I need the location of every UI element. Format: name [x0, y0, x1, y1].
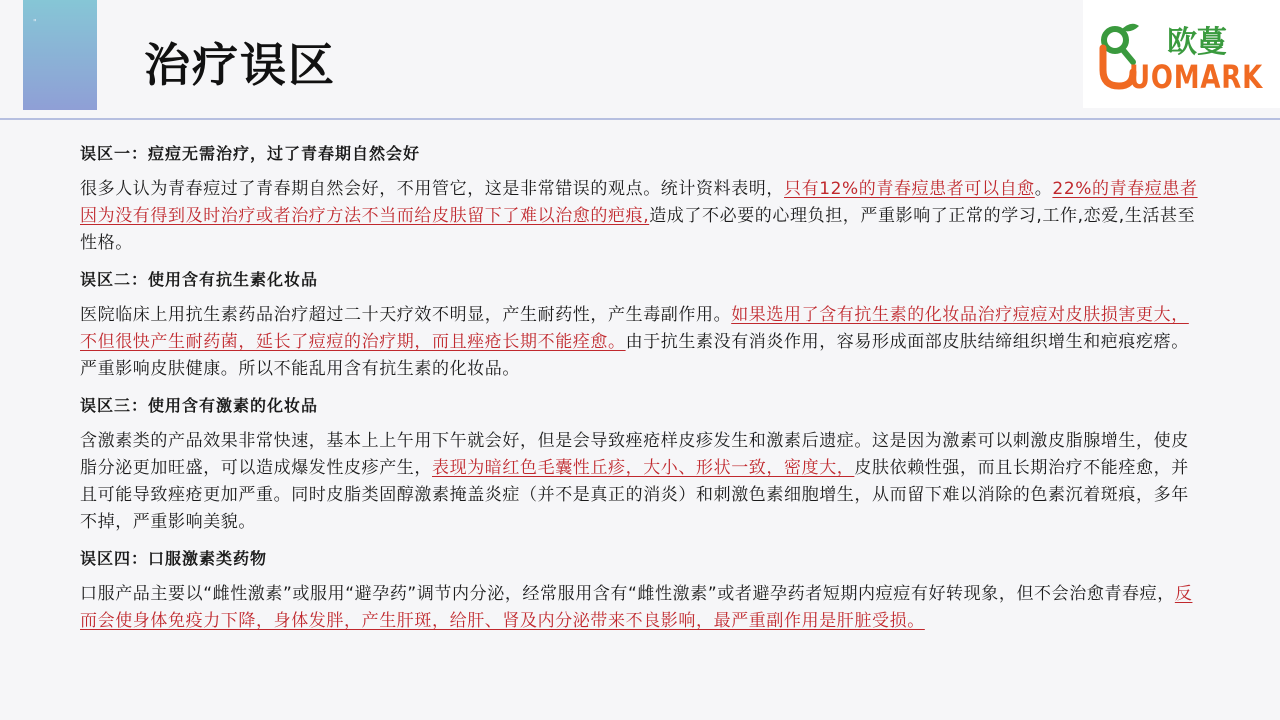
body-text: 。 — [1034, 179, 1053, 199]
section-body — [80, 176, 1200, 257]
section-3 — [80, 392, 1200, 536]
brand-logo — [1083, 0, 1280, 108]
body-text: 口服产品主要以“雌性激素”或服用“避孕药”调节内分泌，经常服用含有“雌性激素”或者避孕药者短期内痘痘有好转现象，但不会治愈青春痘， — [80, 584, 1175, 604]
body-text: 造成了不必要的心理负担，严重影响了正常的学习,工作,恋爱,生活甚至性格。 — [80, 206, 1196, 253]
highlighted-text: 反而会使身体免疫力下降，身体发胖，产生肝斑，给肝、肾及内分泌带来不良影响，最严重副作用是肝脏受损。 — [80, 584, 1193, 631]
page-title: 治疗误区 — [144, 38, 336, 92]
logo-icon — [1083, 0, 1280, 108]
body-text: 含激素类的产品效果非常快速，基本上上午用下午就会好，但是会导致痤疮样皮疹发生和激素后遗症。这是因为激素可以刺激皮脂腺增生，使皮脂分泌更加旺盛，可以造成爆发性皮疹产生， — [80, 431, 1189, 478]
section-heading: 误区二：使用含有抗生素化妆品 — [80, 270, 319, 289]
highlighted-text: 如果选用了含有抗生素的化妆品治疗痘痘对皮肤损害更大，不但很快产生耐药菌，延长了痘痘的治疗期，而且痤疮长期不能痊愈。 — [80, 305, 1189, 352]
section-4 — [80, 545, 1200, 635]
section-heading: 误区三：使用含有激素的化妆品 — [80, 396, 319, 415]
highlighted-text: 表现为暗红色毛囊性丘疹，大小、形状一致，密度大， — [432, 458, 855, 478]
body-text: 很多人认为青春痘过了青春期自然会好，不用管它，这是非常错误的观点。统计资料表明， — [80, 179, 784, 199]
section-body — [80, 428, 1200, 536]
main-content — [80, 140, 1200, 644]
logo-cn-text: 欧蔓 — [1167, 25, 1227, 60]
accent-block — [23, 0, 97, 110]
section-1 — [80, 140, 1200, 257]
logo-en-text: UOMARK — [1129, 58, 1264, 96]
section-heading: 误区一：痘痘无需治疗，过了青春期自然会好 — [80, 144, 421, 163]
highlighted-text: 22%的青春痘患者因为没有得到及时治疗或者治疗方法不当而给皮肤留下了难以治愈的疤痕, — [80, 179, 1198, 226]
body-text: 由于抗生素没有消炎作用，容易形成面部皮肤结缔组织增生和疤痕疙瘩。严重影响皮肤健康。所以不能乱用含有抗生素的化妆品。 — [80, 332, 1189, 379]
section-heading: 误区四：口服激素类药物 — [80, 549, 268, 568]
section-2 — [80, 266, 1200, 383]
body-text: 医院临床上用抗生素药品治疗超过二十天疗效不明显，产生耐药性，产生毒副作用。 — [80, 305, 732, 325]
header-divider — [0, 118, 1280, 120]
section-body — [80, 581, 1200, 635]
decor-dots: " — [33, 18, 38, 27]
body-text: 皮肤依赖性强，而且长期治疗不能痊愈，并且可能导致痤疮更加严重。同时皮脂类固醇激素掩盖炎症（并不是真正的消炎）和刺激色素细胞增生，从而留下难以消除的色素沉着斑痕，多年不掉，严重影响美貌。 — [80, 458, 1189, 532]
section-body — [80, 302, 1200, 383]
highlighted-text: 只有12%的青春痘患者可以自愈 — [784, 179, 1035, 199]
